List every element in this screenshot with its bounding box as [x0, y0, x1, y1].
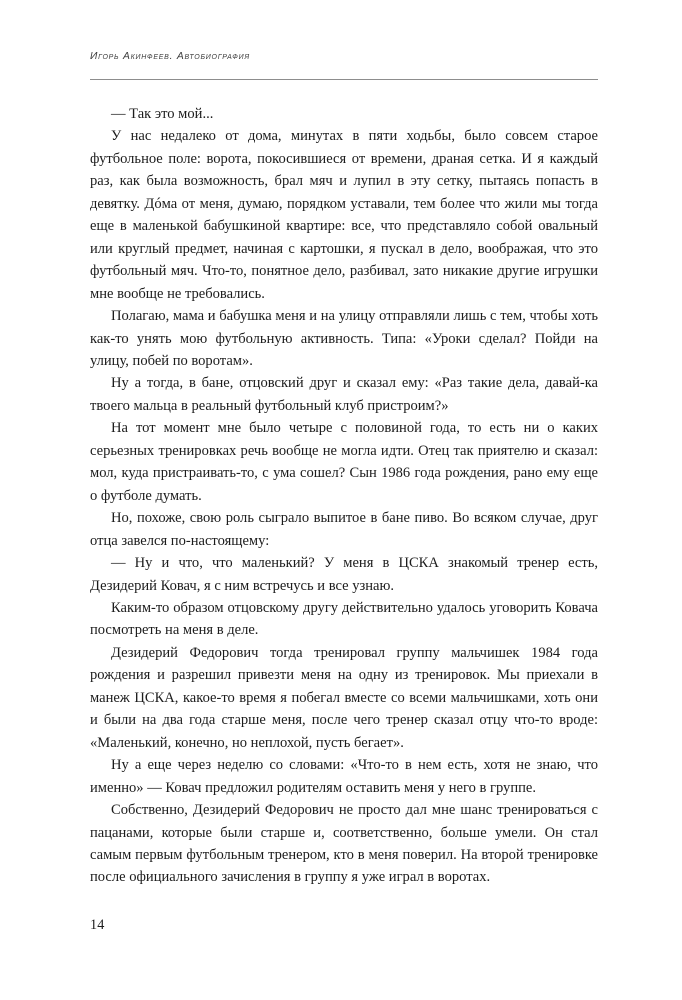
paragraph: Ну а еще через неделю со словами: «Что-то в нем есть, хотя не знаю, что именно» — Ковач предложил родителям оставить меня у него в группе. — [90, 757, 598, 796]
paragraph: Полагаю, мама и бабушка меня и на улицу отправляли лишь с тем, чтобы хоть как-то унять мою футбольную активность. Типа: «Уроки сделал? Пойди на улицу, побей по воротам». — [90, 308, 598, 369]
paragraph: Каким-то образом отцовскому другу действительно удалось уговорить Ковача посмотреть на меня в деле. — [90, 599, 598, 639]
paragraph: Дезидерий Федорович тогда тренировал группу мальчишек 1984 года рождения и разрешил привезти меня на одну из тренировок. Мы приехали в манеж ЦСКА, какое-то время я побегал вместе со всеми мальчишками, хоть они и были на два года старше меня, после чего тренер сказал отцу что-то вроде: «Маленький, конечно, но неплохой, пусть бегает». — [90, 644, 598, 751]
paragraph: Собственно, Дезидерий Федорович не просто дал мне шанс тренироваться с пацанами, которые были старше и, соответственно, больше умели. Он стал самым первым футбольным тренером, кто в меня поверил. На второй тренировке после официального зачисления в группу я уже играл в воротах. — [90, 802, 598, 886]
page-number: 14 — [90, 917, 105, 933]
paragraph: — Ну и что, что маленький? У меня в ЦСКА знакомый тренер есть, Дезидерий Ковач, я с ним встречусь и все узнаю. — [90, 555, 598, 594]
body-text-block — [90, 103, 598, 889]
running-head-title: Игорь Акинфеев. Автобиография — [90, 51, 250, 62]
paragraph: На тот момент мне было четыре с половиной года, то есть ни о каких серьезных тренировках речь вообще не могла идти. Отец так приятелю и сказал: мол, куда пристраивать-то, с ума сошел? Сын 1986 года рождения, рано ему еще о футболе думать. — [90, 420, 598, 504]
running-head — [90, 50, 598, 63]
running-head-rule — [90, 79, 598, 80]
paragraph: Но, похоже, свою роль сыграло выпитое в бане пиво. Во всяком случае, друг отца завелся по-настоящему: — [90, 510, 598, 549]
paragraph: Ну а тогда, в бане, отцовский друг и сказал ему: «Раз такие дела, давай-ка твоего мальца в реальный футбольный клуб пристроим?» — [90, 375, 598, 414]
paragraph: У нас недалеко от дома, минутах в пяти ходьбы, было совсем старое футбольное поле: ворота, покосившиеся от времени, драная сетка. И я каждый раз, как была возможность, брал мяч и лупил в эту сетку, пытаясь попасть в девятку. Дóма от меня, думаю, порядком уставали, тем более что жили мы тогда еще в маленькой бабушкиной квартире: все, что представляло собой овальный или круглый предмет, начиная с картошки, я пускал в дело, воображая, что это футбольный мяч. Что-то, понятное дело, разбивал, зато никакие другие игрушки мне вообще не требовались. — [90, 128, 598, 302]
paragraph: — Так это мой... — [111, 106, 214, 122]
